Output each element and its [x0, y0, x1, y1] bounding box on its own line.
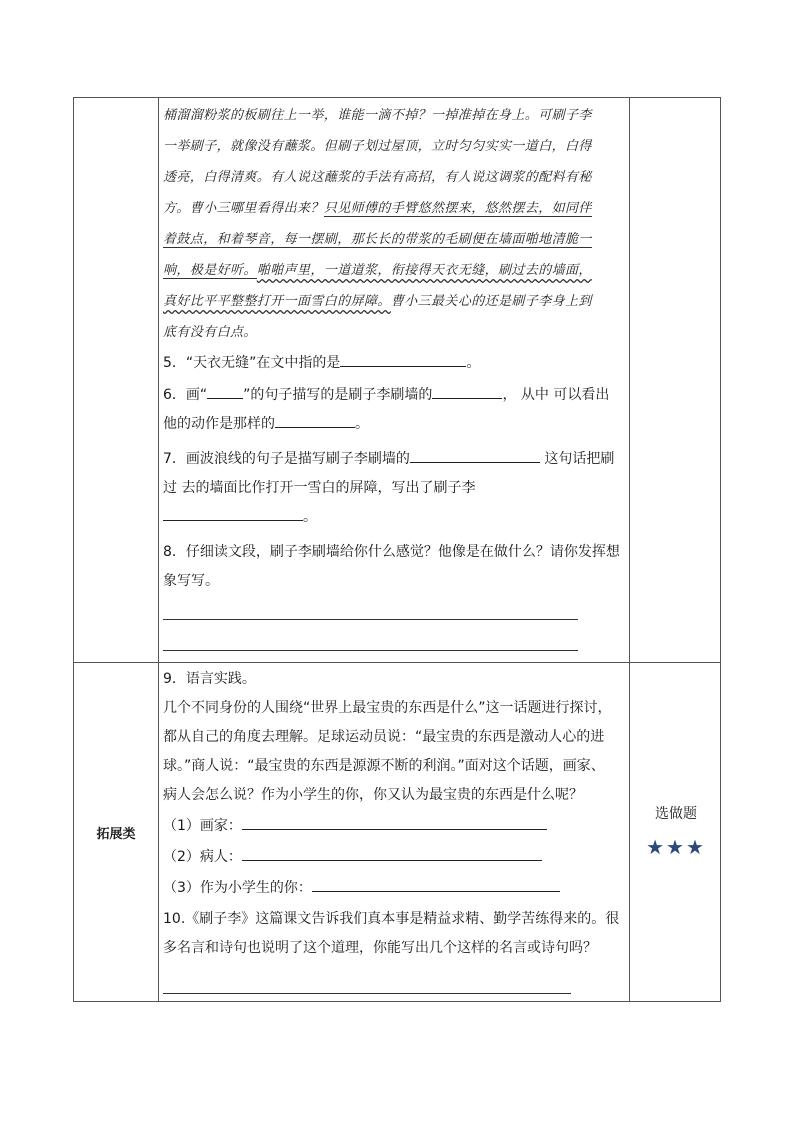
answer-blank[interactable]: [163, 506, 303, 521]
wavy-sentence: 啪啪声里，一道道浆，衔接得天衣无缝，刷过去的墙面，: [256, 263, 592, 278]
question-5: 5．“天衣无缝”在文中指的是 。: [163, 349, 628, 378]
answer-blank[interactable]: [340, 352, 466, 367]
passage-line: [163, 224, 628, 255]
question-7-answer-line: 。: [163, 503, 628, 532]
question-9-text: 球。”商人说：“最宝贵的东西是源源不断的利润。”面对这个话题，画家、: [163, 758, 605, 774]
passage-line: 真好比平平整整打开一面雪白的屏障。曹小三最关心的还是刷子李身上到: [163, 294, 592, 309]
column-divider-right: [629, 98, 630, 1001]
question-6: 6．画“ ”的句子描写的是刷子李刷墙的 ， 从中 可以看出: [163, 381, 628, 410]
question-9-item-3: （3）作为小学生的你：: [163, 874, 628, 903]
reading-passage: [163, 100, 628, 348]
mark-blank: [207, 384, 243, 399]
passage-line: 方。曹小三哪里看得出来？只见师傅的手臂悠然摆来，悠然摆去，如同伴: [163, 201, 592, 216]
passage-line: 透亮，白得清爽。有人说这蘸浆的手法有高招，有人说这调浆的配料有秘: [163, 170, 592, 185]
question-9-text: 病人会怎么说？作为小学生的你，你又认为最宝贵的东西是什么呢？: [163, 787, 583, 803]
passage-line: [163, 255, 628, 286]
category-label: 拓展类: [96, 827, 136, 842]
answer-blank[interactable]: [242, 815, 547, 830]
question-7-continued: 过 去的墙面比作打开一雪白的屏障，写出了刷子李: [163, 480, 476, 496]
question-9-text: 几个不同身份的人围绕“世界上最宝贵的东西是什么”这一话题进行探讨，: [163, 700, 612, 716]
worksheet-table: [73, 97, 721, 1002]
answer-blank[interactable]: [432, 384, 502, 399]
answer-blank[interactable]: [410, 448, 540, 463]
question-10: 10.《刷子李》这篇课文告诉我们真本事是精益求精、勤学苦练得来的。很: [163, 911, 620, 927]
passage-line: 桶溜溜粉浆的板刷往上一举，谁能一滴不掉？一掉准掉在身上。可刷子李: [163, 108, 592, 123]
underlined-sentence: 响，极是好听。: [163, 263, 257, 278]
wavy-sentence: 真好比平平整整打开一面雪白的屏障。: [163, 294, 391, 309]
question-8: 8．仔细读文段，刷子李刷墙给你什么感觉？他像是在做什么？请你发挥想: [163, 544, 620, 560]
passage-line: 一举刷子，就像没有蘸浆。但刷子划过屋顶，立时匀匀实实一道白，白得: [163, 139, 592, 154]
answer-blank[interactable]: [242, 846, 542, 861]
row-divider: [74, 662, 720, 663]
underlined-sentence: 着鼓点，和着琴音，每一摆刷，那长长的带浆的毛刷便在墙面啪地清脆一: [163, 232, 592, 247]
answer-blank[interactable]: [312, 877, 560, 892]
answer-line[interactable]: [163, 993, 571, 994]
question-9-item-1: （1）画家：: [163, 812, 628, 841]
optional-label: 选做题: [655, 806, 697, 822]
questions-section: [163, 349, 628, 596]
passage-line: 底有没有白点。: [163, 325, 257, 340]
answer-line[interactable]: [163, 619, 578, 620]
question-9-text: 都从自己的角度去理解。足球运动员说：“最宝贵的东西是激动人心的进: [163, 729, 605, 745]
question-9-title: 9．语言实践。: [163, 671, 256, 687]
extension-section: [163, 665, 628, 963]
question-10-continued: 多名言和诗句也说明了这个道理，你能写出几个这样的名言或诗句吗？: [163, 940, 597, 956]
question-9-item-2: （2）病人：: [163, 843, 628, 872]
question-8-continued: 象写写。: [163, 573, 219, 589]
question-7: 7．画波浪线的句子是描写刷子李刷墙的 这句话把刷: [163, 445, 628, 474]
difficulty-stars: ★★★: [646, 835, 706, 859]
answer-line[interactable]: [163, 650, 578, 651]
question-6-continued: 他的动作是那样的 。: [163, 410, 628, 439]
underlined-sentence: 只见师傅的手臂悠然摆来，悠然摆去，如同伴: [323, 201, 592, 216]
answer-blank[interactable]: [275, 413, 355, 428]
column-divider-left: [158, 98, 159, 1001]
